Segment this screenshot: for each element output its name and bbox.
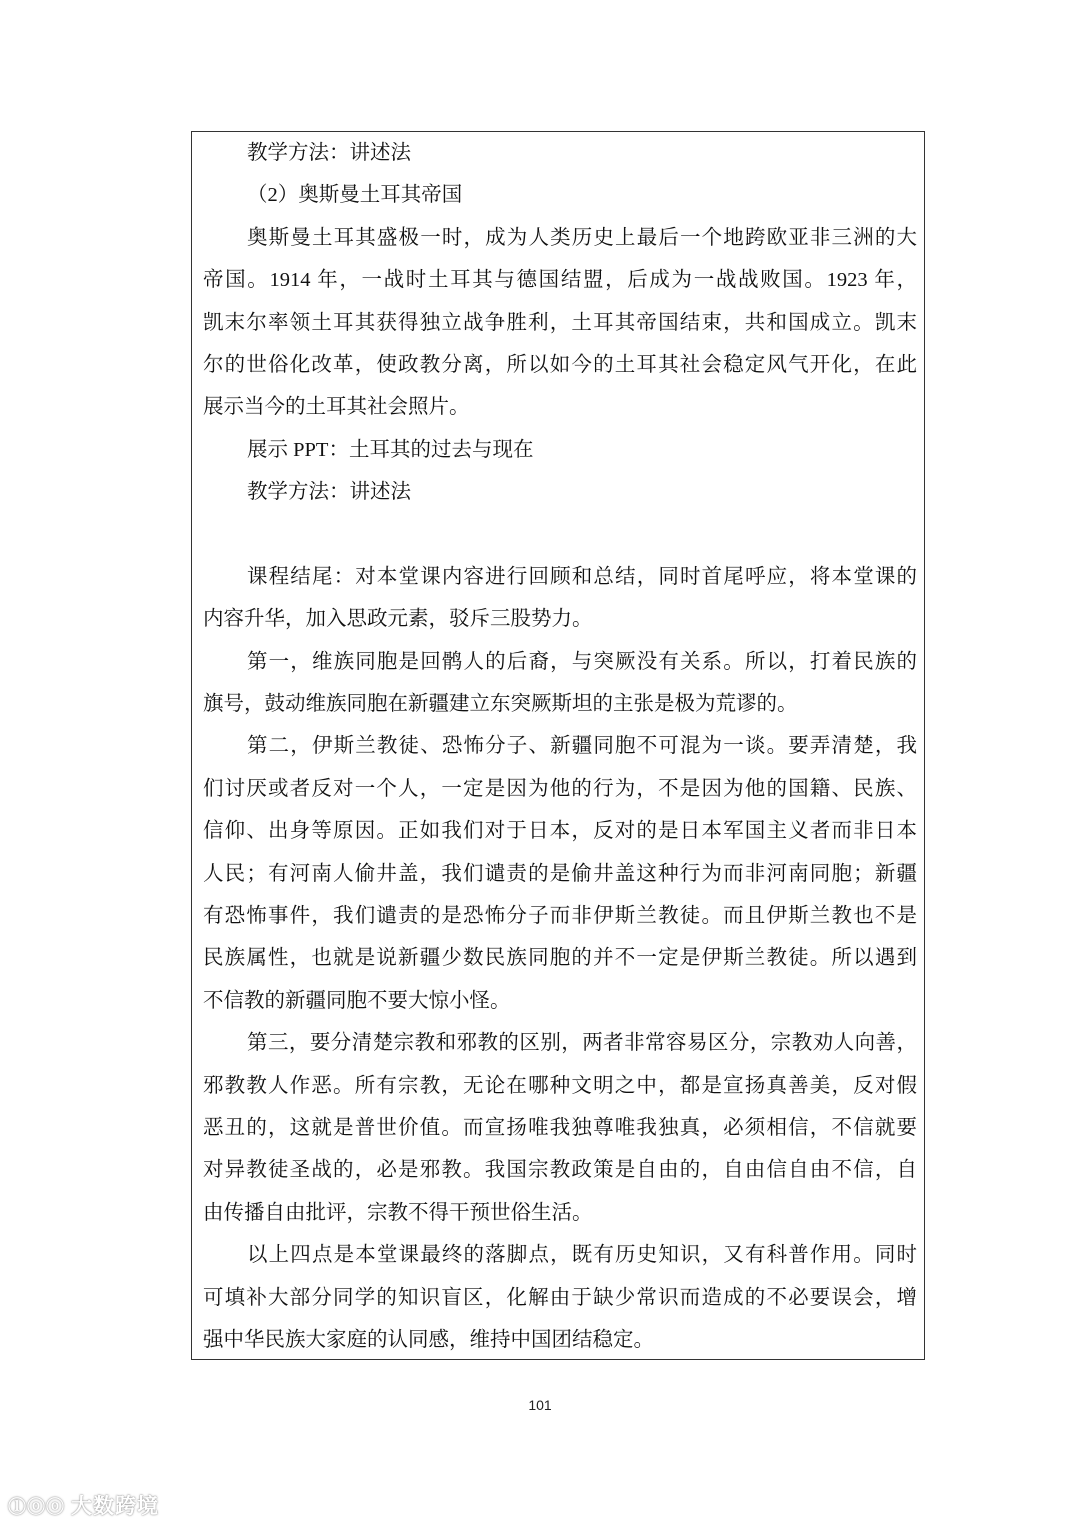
document-table-cell <box>191 131 925 1360</box>
paragraph-line: 旗号，鼓动维族同胞在新疆建立东突厥斯坦的主张是极为荒谬的。 <box>203 693 798 716</box>
blank-line <box>203 514 917 556</box>
paragraph-line: 们讨厌或者反对一个人，一定是因为他的行为，不是因为他的国籍、民族、 <box>203 777 917 800</box>
paragraph-line: 邪教教人作恶。所有宗教，无论在哪种文明之中，都是宣扬真善美，反对假 <box>203 1074 917 1097</box>
cell-content <box>203 132 917 1361</box>
paragraph-line: 内容升华，加入思政元素，驳斥三股势力。 <box>203 608 593 631</box>
watermark-logo-icon: ⓛⓞⓞ <box>8 1497 65 1518</box>
paragraph-line: 人民；有河南人偷井盖，我们谴责的是偷井盖这种行为而非河南同胞；新疆 <box>203 862 917 885</box>
paragraph-line: 尔的世俗化改革，使政教分离，所以如今的土耳其社会稳定风气开化，在此 <box>203 353 917 376</box>
paragraph-line: 恶丑的，这就是普世价值。而宣扬唯我独尊唯我独真，必须相信，不信就要 <box>203 1116 917 1139</box>
paragraph-line: 课程结尾：对本堂课内容进行回顾和总结，同时首尾呼应，将本堂课的 <box>247 565 917 588</box>
paragraph-line: 不信教的新疆同胞不要大惊小怪。 <box>203 989 511 1012</box>
paragraph-line: 强中华民族大家庭的认同感，维持中国团结稳定。 <box>203 1328 654 1351</box>
paragraph-line: 民族属性，也就是说新疆少数民族同胞的并不一定是伊斯兰教徒。所以遇到 <box>203 947 917 970</box>
paragraph-line: 奥斯曼土耳其盛极一时，成为人类历史上最后一个地跨欧亚非三洲的大 <box>247 226 917 249</box>
paragraph-line: 信仰、出身等原因。正如我们对于日本，反对的是日本军国主义者而非日本 <box>203 820 917 843</box>
paragraph-line: 凯末尔率领土耳其获得独立战争胜利，土耳其帝国结束，共和国成立。凯末 <box>203 311 917 334</box>
paragraph-line: 第一，维族同胞是回鹘人的后裔，与突厥没有关系。所以，打着民族的 <box>247 650 917 673</box>
page-number: 101 <box>528 1397 552 1413</box>
paragraph-line: 由传播自由批评，宗教不得干预世俗生活。 <box>203 1201 593 1224</box>
paragraph-line: 以上四点是本堂课最终的落脚点，既有历史知识，又有科普作用。同时 <box>247 1244 917 1267</box>
paragraph-line: 对异教徒圣战的，必是邪教。我国宗教政策是自由的，自由信自由不信，自 <box>203 1159 917 1182</box>
paragraph-line: 第三，要分清楚宗教和邪教的区别，两者非常容易区分，宗教劝人向善， <box>247 1032 917 1055</box>
paragraph-line: 展示 PPT：土耳其的过去与现在 <box>247 438 534 461</box>
paragraph-line: 展示当今的土耳其社会照片。 <box>203 396 470 419</box>
paragraph-line: 有恐怖事件，我们谴责的是恐怖分子而非伊斯兰教徒。而且伊斯兰教也不是 <box>203 905 917 928</box>
paragraph-line: 教学方法：讲述法 <box>247 142 411 164</box>
paragraph-line: （2）奥斯曼土耳其帝国 <box>247 184 463 207</box>
paragraph-line: 可填补大部分同学的知识盲区，化解由于缺少常识而造成的不必要误会，增 <box>203 1286 917 1309</box>
watermark <box>8 1490 159 1520</box>
watermark-text: 大数跨境 <box>71 1494 159 1518</box>
paragraph-line: 帝国。1914 年，一战时土耳其与德国结盟，后成为一战战败国。1923 年， <box>203 269 917 292</box>
paragraph-line: 教学方法：讲述法 <box>247 481 411 504</box>
paragraph-line: 第二，伊斯兰教徒、恐怖分子、新疆同胞不可混为一谈。要弄清楚，我 <box>247 735 917 758</box>
